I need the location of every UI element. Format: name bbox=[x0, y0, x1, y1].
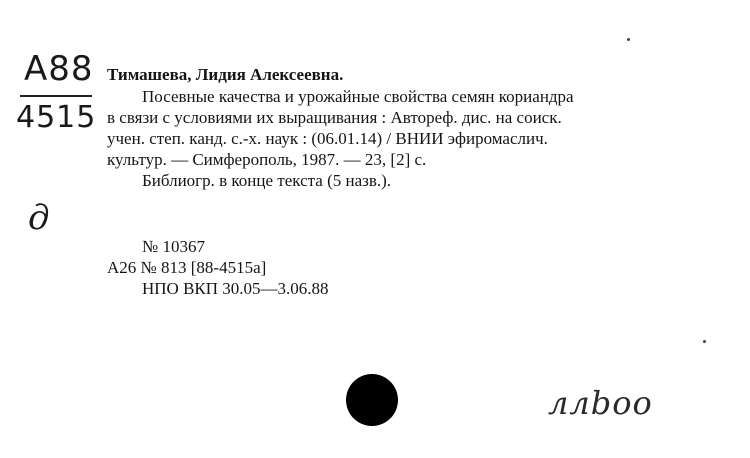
title-line: Посевные качества и урожайные свойства семян кориандра bbox=[142, 87, 574, 106]
speck bbox=[627, 38, 630, 41]
punch-hole bbox=[346, 374, 398, 426]
shelf-mark-bottom: 4515 bbox=[16, 100, 97, 135]
shelf-mark-divider bbox=[20, 95, 92, 97]
bibliography-note: Библиогр. в конце текста (5 назв.). bbox=[142, 171, 392, 190]
shelf-mark-top: А88 bbox=[24, 49, 94, 89]
author-heading: Тимашева, Лидия Алексеевна. bbox=[107, 65, 344, 84]
handwritten-mark: д bbox=[28, 198, 51, 238]
registration-number: № 10367 bbox=[142, 237, 205, 256]
registration-code: А26 № 813 [88-4515а] bbox=[107, 258, 267, 277]
title-line: учен. степ. канд. с.-х. наук : (06.01.14) / ВНИИ эфиромаслич. bbox=[107, 129, 548, 148]
handwritten-signature: ллbоо bbox=[548, 384, 653, 422]
title-line: в связи с условиями их выращивания : Автореф. дис. на соиск. bbox=[107, 108, 562, 127]
title-line: культур. — Симферополь, 1987. — 23, [2] с. bbox=[107, 150, 427, 169]
registration-stamp: НПО ВКП 30.05—3.06.88 bbox=[142, 279, 329, 298]
speck bbox=[703, 340, 706, 343]
